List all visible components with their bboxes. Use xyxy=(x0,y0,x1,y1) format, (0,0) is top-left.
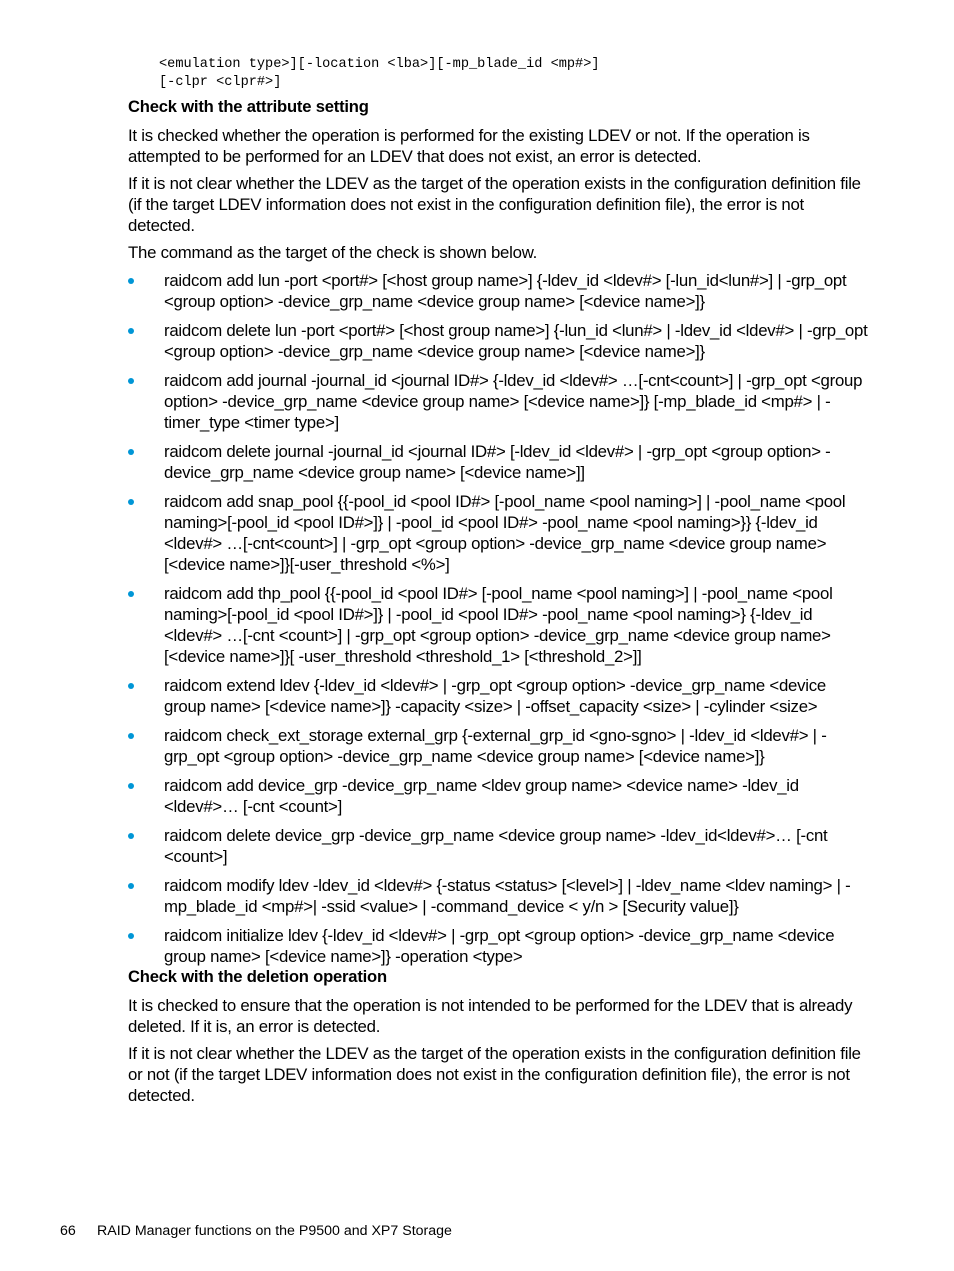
code-continuation xyxy=(159,56,600,92)
bullet-icon xyxy=(128,449,134,455)
command-text: raidcom check_ext_storage external_grp {-external_grp_id <gno-sgno> | -ldev_id <ldev#> | -grp_opt <group option> -device_grp_name <device group name> [<device name>]} xyxy=(164,726,827,766)
bullet-icon xyxy=(128,833,134,839)
command-text: raidcom delete device_grp -device_grp_name <device group name> -ldev_id<ldev#>… [-cnt <count>] xyxy=(164,826,828,866)
footer-title: RAID Manager functions on the P9500 and XP7 Storage xyxy=(97,1223,452,1239)
list-item xyxy=(128,675,870,717)
command-text: raidcom delete journal -journal_id <journal ID#> [-ldev_id <ldev#> | -grp_opt <group option> -device_grp_name <device group name> [<device name>]] xyxy=(164,442,831,482)
command-text: raidcom add journal -journal_id <journal ID#> {-ldev_id <ldev#> …[-cnt<count>] | -grp_opt <group option> -device_grp_name <device group name> [<device name>]} [-mp_blade_id <mp#> | -timer_type <timer type>] xyxy=(164,371,863,432)
paragraph: If it is not clear whether the LDEV as the target of the operation exists in the configuration definition file or not (if the target LDEV information does not exist in the configuration definition file), the error is not detected. xyxy=(128,1044,861,1105)
paragraph: It is checked whether the operation is performed for the existing LDEV or not. If the operation is attempted to be performed for an LDEV that does not exist, an error is detected. xyxy=(128,126,810,166)
bullet-icon xyxy=(128,378,134,384)
bullet-icon xyxy=(128,733,134,739)
command-text: raidcom initialize ldev {-ldev_id <ldev#> | -grp_opt <group option> -device_grp_name <device group name> [<device name>]} -operation <type> xyxy=(164,926,835,966)
code-line: <emulation type>][-location <lba>][-mp_blade_id <mp#>] xyxy=(159,57,600,72)
page-number: 66 xyxy=(60,1223,76,1239)
list-item xyxy=(128,875,870,917)
command-text: raidcom extend ldev {-ldev_id <ldev#> | -grp_opt <group option> -device_grp_name <device group name> [<device name>]} -capacity <size> | -offset_capacity <size> | -cylinder <size> xyxy=(164,676,826,716)
section-heading-deletion-operation: Check with the deletion operation xyxy=(128,967,387,986)
list-item xyxy=(128,491,870,575)
bullet-icon xyxy=(128,883,134,889)
list-item xyxy=(128,320,870,362)
list-item xyxy=(128,441,870,483)
command-text: raidcom modify ldev -ldev_id <ldev#> {-status <status> [<level>] | -ldev_name <ldev naming> | -mp_blade_id <mp#>| -ssid <value> | -command_device < y/n > [Security value]} xyxy=(164,876,851,916)
list-item xyxy=(128,725,870,767)
command-list xyxy=(128,270,870,975)
paragraph: The command as the target of the check is shown below. xyxy=(128,243,538,262)
bullet-icon xyxy=(128,683,134,689)
bullet-icon xyxy=(128,783,134,789)
list-item xyxy=(128,270,870,312)
list-item xyxy=(128,370,870,433)
bullet-icon xyxy=(128,278,134,284)
bullet-icon xyxy=(128,933,134,939)
list-item xyxy=(128,925,870,967)
bullet-icon xyxy=(128,499,134,505)
command-text: raidcom add device_grp -device_grp_name <ldev group name> <device name> -ldev_id <ldev#>… [-cnt <count>] xyxy=(164,776,799,816)
command-text: raidcom add snap_pool {{-pool_id <pool ID#> [-pool_name <pool naming>] | -pool_name <pool naming>[-pool_id <pool ID#>]} | -pool_id <pool ID#> -pool_name <pool naming>}} {-ldev_id <ldev#> …[-cnt<count>] | -grp_opt <group option> -device_grp_name <device group name> [<device name>]}[-user_threshold <%>] xyxy=(164,492,846,574)
code-line: [-clpr <clpr#>] xyxy=(159,75,282,90)
list-item xyxy=(128,583,870,667)
bullet-icon xyxy=(128,591,134,597)
paragraph: If it is not clear whether the LDEV as the target of the operation exists in the configuration definition file (if the target LDEV information does not exist in the configuration definition file), the error is not detected. xyxy=(128,174,861,235)
section-heading-attribute-setting: Check with the attribute setting xyxy=(128,97,369,116)
command-text: raidcom add lun -port <port#> [<host group name>] {-ldev_id <ldev#> [-lun_id<lun#>] | -grp_opt <group option> -device_grp_name <device group name> [<device name>]} xyxy=(164,271,847,311)
bullet-icon xyxy=(128,328,134,334)
list-item xyxy=(128,775,870,817)
page-footer xyxy=(60,1222,452,1240)
list-item xyxy=(128,825,870,867)
command-text: raidcom delete lun -port <port#> [<host group name>] {-lun_id <lun#> | -ldev_id <ldev#> | -grp_opt <group option> -device_grp_name <device group name> [<device name>]} xyxy=(164,321,868,361)
paragraph: It is checked to ensure that the operation is not intended to be performed for the LDEV that is already deleted. If it is, an error is detected. xyxy=(128,996,853,1036)
command-text: raidcom add thp_pool {{-pool_id <pool ID#> [-pool_name <pool naming>] | -pool_name <pool naming>[-pool_id <pool ID#>]} | -pool_id <pool ID#> -pool_name <pool naming>} {-ldev_id <ldev#> …[-cnt <count>] | -grp_opt <group option> -device_grp_name <device group name> [<device name>]}[ -user_threshold <threshold_1> [<threshold_2>]] xyxy=(164,584,833,666)
